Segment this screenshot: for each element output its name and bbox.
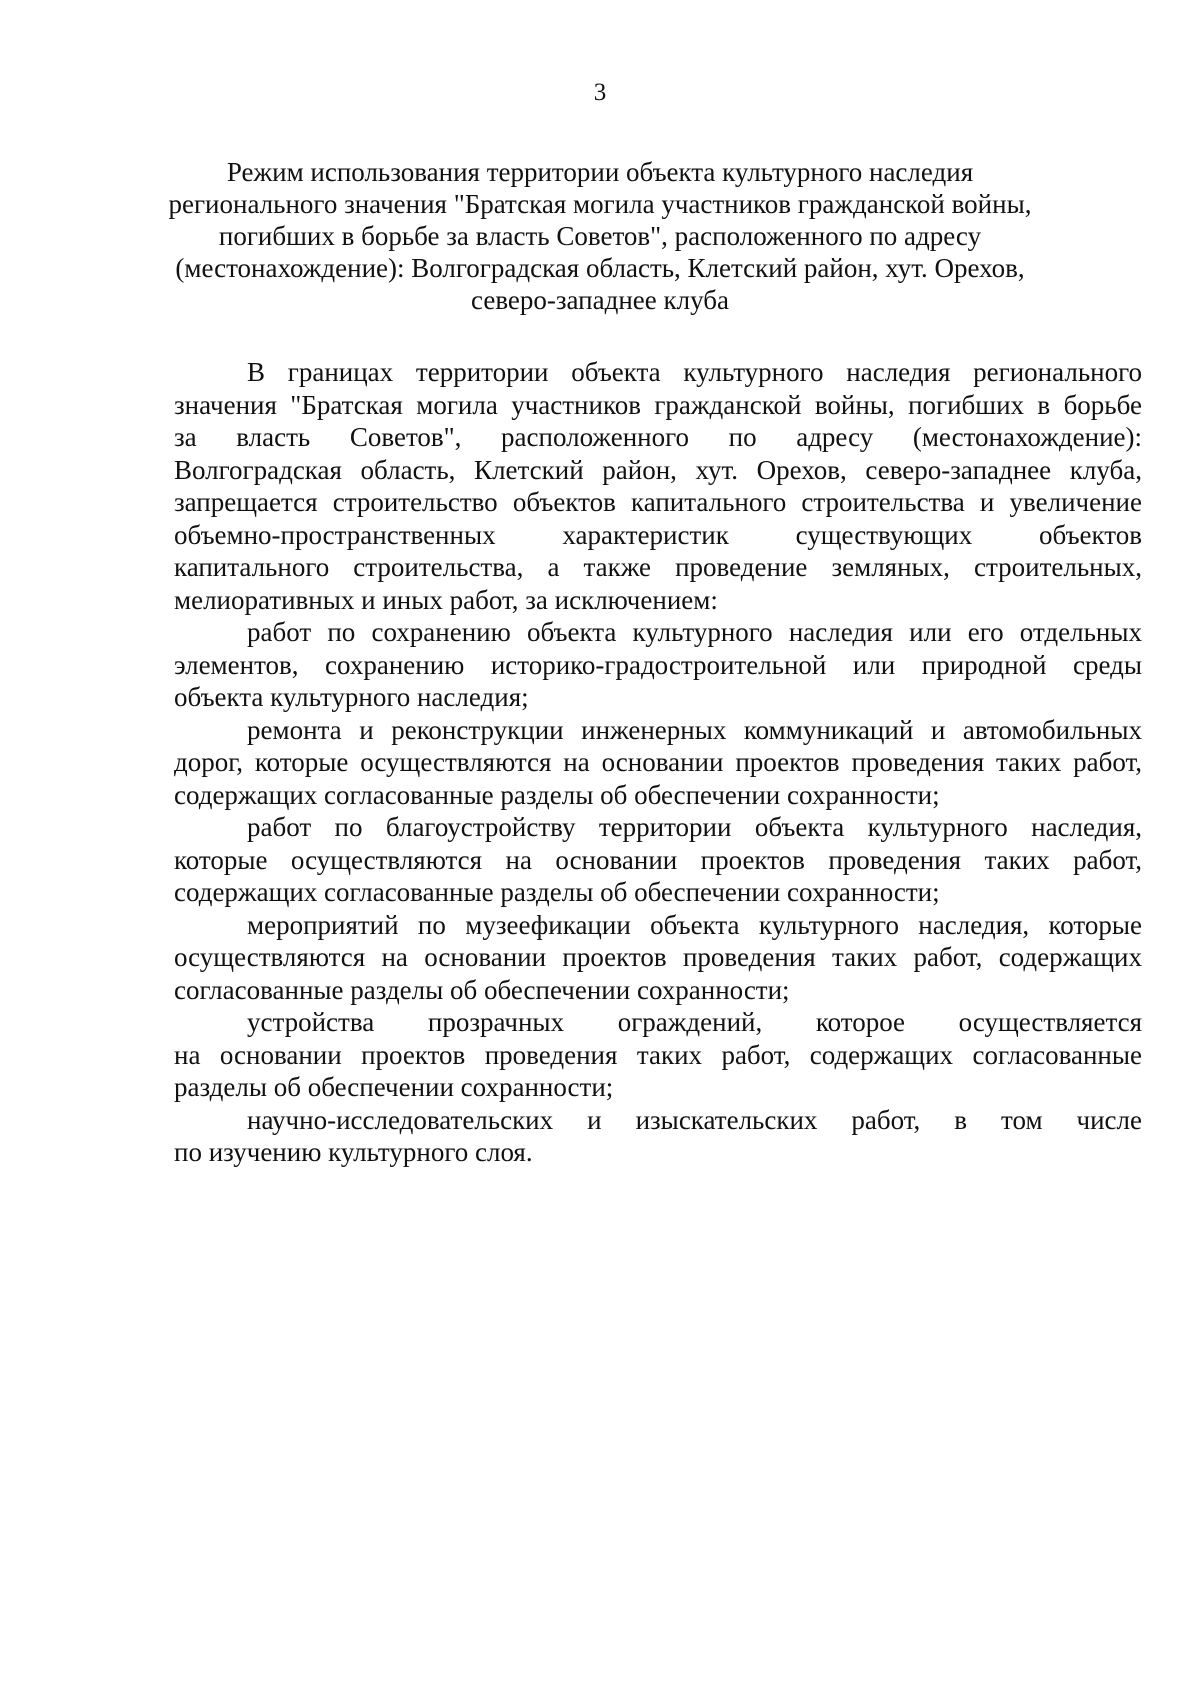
paragraph-exception [174, 909, 1142, 1007]
text-line: мелиоративных и иных работ, за исключением: [174, 584, 718, 615]
text-line: В границах территории объекта культурного наследия регионального [247, 357, 1142, 387]
text-line: разделы об обеспечении сохранности; [174, 1072, 614, 1102]
text-line: дорог, которые осуществляются на основании проектов проведения таких работ, [174, 747, 1142, 777]
page-number: 3 [593, 79, 607, 106]
text-line: за власть Советов", расположенного по адресу (местонахождение): [174, 422, 1142, 452]
text-line: ремонта и реконструкции инженерных коммуникаций и автомобильных [247, 714, 1142, 745]
document-title [160, 156, 1040, 316]
text-line: капитального строительства, а также проведение земляных, строительных, [174, 552, 1142, 582]
paragraph-exception [174, 811, 1142, 909]
paragraph-exception [174, 1104, 1142, 1169]
text-line: объемно-пространственных характеристик существующих объектов [174, 519, 1142, 550]
paragraph-exception [174, 616, 1142, 714]
text-line: осуществляются на основании проектов проведения таких работ, содержащих [174, 942, 1142, 972]
paragraph-exception [174, 714, 1142, 812]
text-line: значения "Братская могила участников гражданской войны, погибших в борьбе [174, 389, 1142, 420]
text-line: согласованные разделы об обеспечении сохранности; [174, 974, 790, 1005]
title-line: северо-западнее клуба [471, 285, 729, 315]
document-body [174, 356, 1142, 1169]
text-line: на основании проектов проведения таких работ, содержащих согласованные [174, 1039, 1142, 1070]
text-line: Волгоградская область, Клетский район, хут. Орехов, северо-западнее клуба, [174, 454, 1142, 485]
text-line: запрещается строительство объектов капитального строительства и увеличение [174, 487, 1142, 517]
text-line: устройства прозрачных ограждений, которое осуществляется [247, 1007, 1142, 1037]
text-line: по изучению культурного слоя. [174, 1137, 533, 1167]
text-line: работ по сохранению объекта культурного наследия или его отдельных [247, 617, 1142, 647]
title-line: Режим использования территории объекта культурного наследия [226, 157, 974, 187]
text-line: мероприятий по музеефикации объекта культурного наследия, которые [247, 909, 1142, 940]
title-line: погибших в борьбе за власть Советов", расположенного по адресу [218, 221, 982, 251]
text-line: содержащих согласованные разделы об обеспечении сохранности; [174, 779, 940, 810]
text-line: научно-исследовательских и изыскательских работ, в том числе [247, 1104, 1142, 1135]
text-line: объекта культурного наследия; [174, 682, 529, 712]
text-line: элементов, сохранению историко-градостроительной или природной среды [174, 649, 1142, 680]
paragraph-exception [174, 1006, 1142, 1104]
text-line: которые осуществляются на основании проектов проведения таких работ, [174, 844, 1142, 875]
text-line: работ по благоустройству территории объекта культурного наследия, [247, 812, 1142, 842]
title-line: регионального значения "Братская могила участников гражданской войны, [168, 189, 1032, 219]
text-line: содержащих согласованные разделы об обеспечении сохранности; [174, 877, 940, 907]
title-line: (местонахождение): Волгоградская область, Клетский район, хут. Орехов, [175, 253, 1025, 283]
paragraph-main [174, 356, 1142, 616]
